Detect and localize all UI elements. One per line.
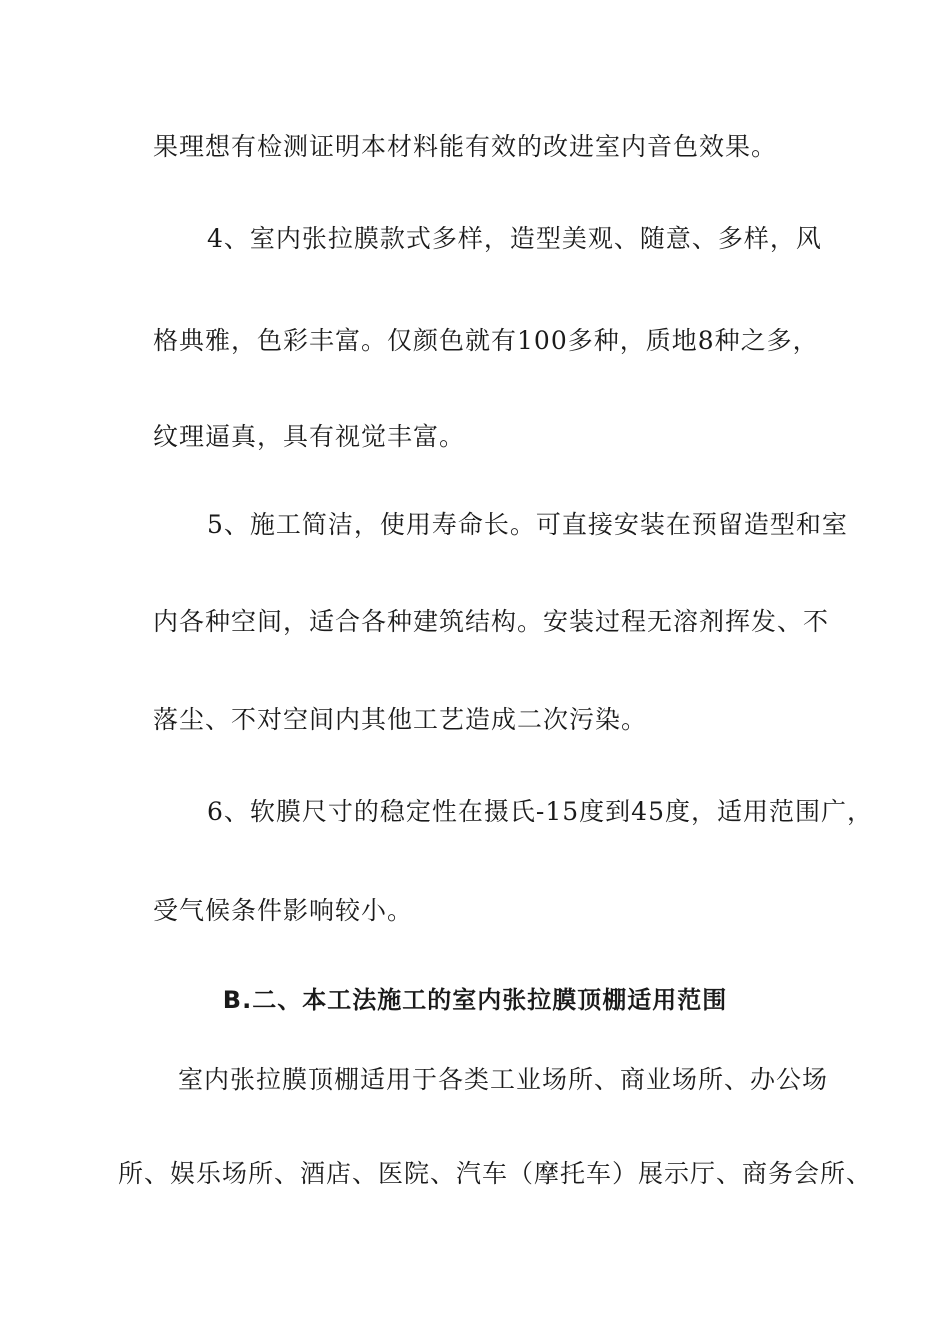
paragraph-line-9: 受气候条件影响较小。 <box>153 896 414 925</box>
section-paragraph-line-1: 室内张拉膜顶棚适用于各类工业场所、商业场所、办公场 <box>178 1065 829 1094</box>
section-heading: B.二、本工法施工的室内张拉膜顶棚适用范围 <box>222 986 728 1014</box>
paragraph-line-4: 纹理逼真，具有视觉丰富。 <box>153 422 466 451</box>
paragraph-line-8: 6、软膜尺寸的稳定性在摄氏-15度到45度，适用范围广， <box>207 797 873 826</box>
paragraph-line-7: 落尘、不对空间内其他工艺造成二次污染。 <box>153 705 648 734</box>
paragraph-line-3: 格典雅，色彩丰富。仅颜色就有100多种，质地8种之多， <box>153 326 819 355</box>
paragraph-line-2: 4、室内张拉膜款式多样，造型美观、随意、多样，风 <box>207 224 822 253</box>
section-paragraph-line-2: 所、娱乐场所、酒店、医院、汽车（摩托车）展示厅、商务会所、 <box>118 1159 873 1188</box>
paragraph-line-1: 果理想有检测证明本材料能有效的改进室内音色效果。 <box>153 132 778 161</box>
paragraph-line-5: 5、施工简洁，使用寿命长。可直接安装在预留造型和室 <box>207 510 848 539</box>
paragraph-line-6: 内各种空间，适合各种建筑结构。安装过程无溶剂挥发、不 <box>153 607 830 636</box>
